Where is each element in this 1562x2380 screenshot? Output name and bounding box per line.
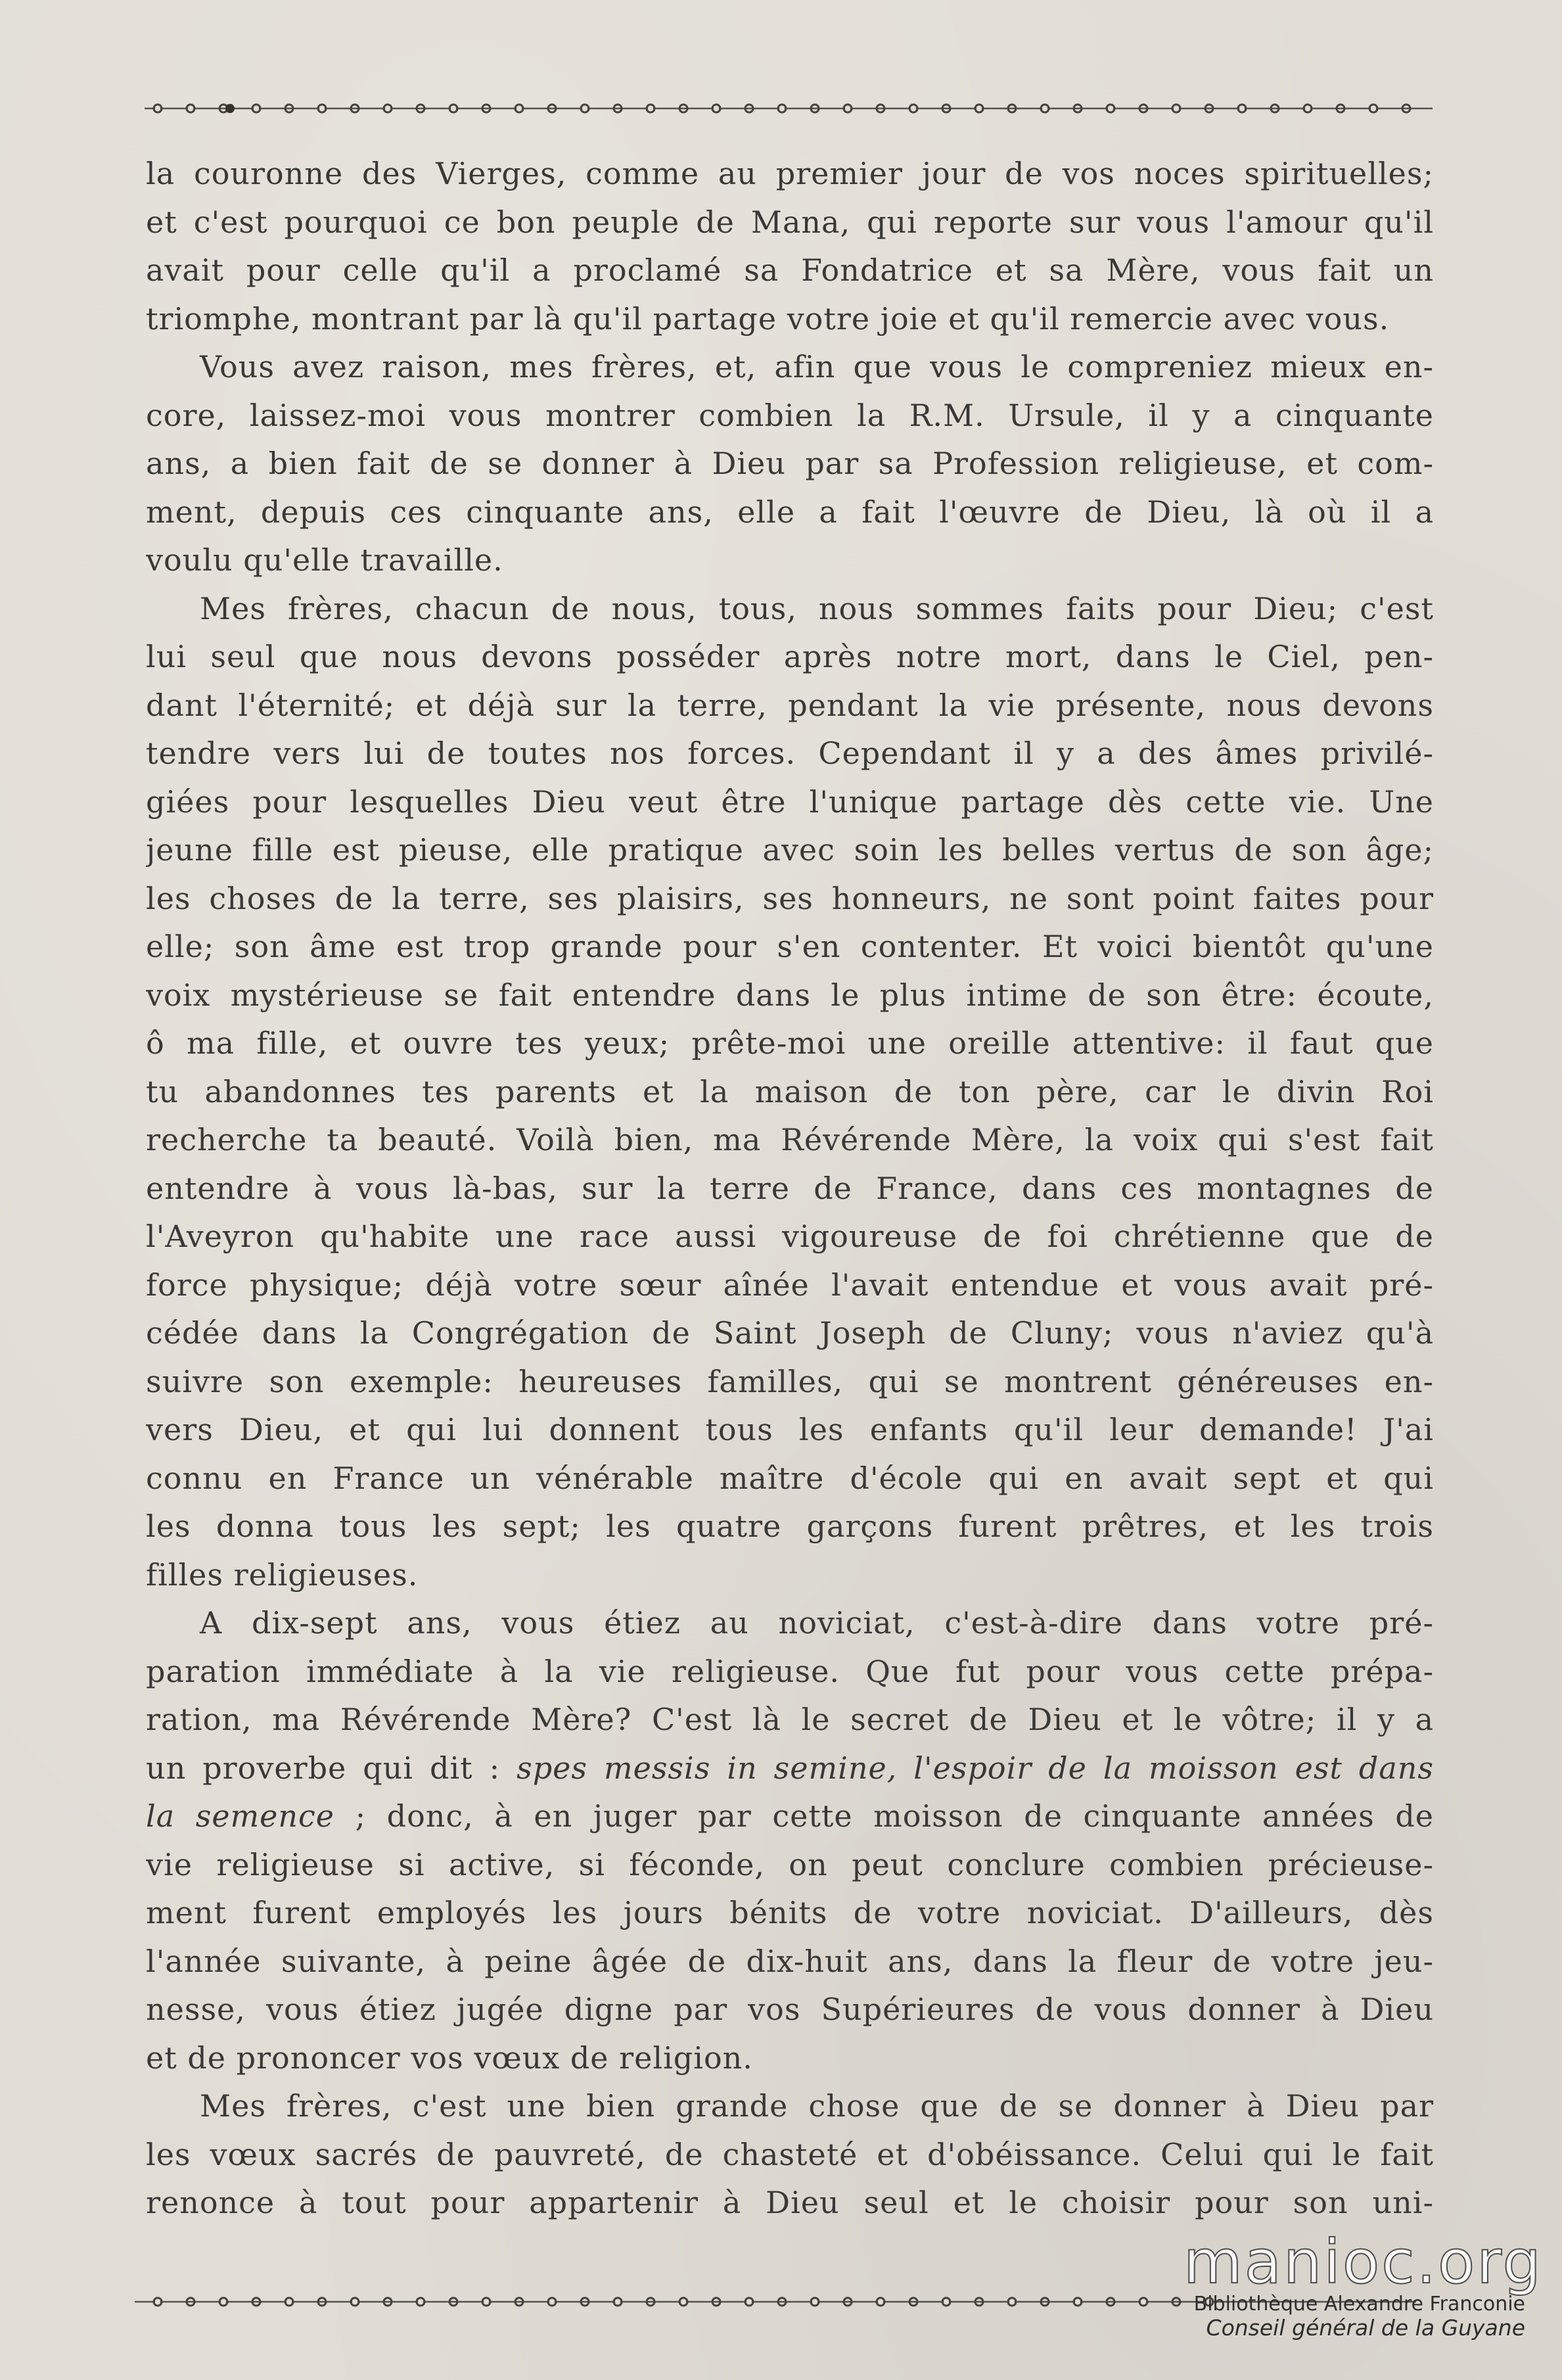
paragraph-first-line: Mes frères, c'est une bien grande chose que de se donner à Dieu par [200,2088,1434,2124]
paragraph-first-line: A dix-sept ans, vous étiez au noviciat, c'est-à-dire dans votre pré- [200,1605,1434,1641]
text-line: jeune fille est pieuse, elle pratique avec soin les belles vertus de son âge; [146,832,1434,868]
text-line: lui seul que nous devons posséder après notre mort, dans le Ciel, pen- [146,639,1434,674]
paragraph-first-line: Mes frères, chacun de nous, tous, nous sommes faits pour Dieu; c'est [200,590,1434,626]
text-line: ans, a bien fait de se donner à Dieu par sa Profession religieuse, et com- [146,446,1434,481]
text-line: voulu qu'elle travaille. [146,542,503,578]
text-line: tu abandonnes tes parents et la maison de ton père, car le divin Roi [146,1073,1434,1109]
text-line: recherche ta beauté. Voilà bien, ma Révérende Mère, la voix qui s'est fait [146,1122,1434,1157]
text-line: tendre vers lui de toutes nos forces. Cependant il y a des âmes privilé- [146,735,1434,771]
text-line: vie religieuse si active, si féconde, on peut conclure combien précieuse- [146,1846,1434,1882]
top-ornament-border [145,99,1433,118]
text-line: avait pour celle qu'il a proclamé sa Fondatrice et sa Mère, vous fait un [146,252,1434,288]
text-line: et de prononcer vos vœux de religion. [146,2040,753,2076]
text-line: cédée dans la Congrégation de Saint Joseph de Cluny; vous n'aviez qu'à [146,1315,1434,1351]
text-line: core, laissez-moi vous montrer combien la R.M. Ursule, il y a cinquante [146,397,1434,433]
library-watermark [1183,2227,1543,2341]
text-line: ration, ma Révérende Mère? C'est là le secret de Dieu et le vôtre; il y a [146,1702,1434,1737]
proverb-end: la semence [146,1798,334,1834]
text-line: force physique; déjà votre sœur aînée l'avait entendue et vous avait pré- [146,1267,1434,1303]
text-line: renonce à tout pour appartenir à Dieu seul et le choisir pour son uni- [146,2185,1434,2220]
paragraph-first-line: Vous avez raison, mes frères, et, afin que vous le compreniez mieux en- [200,349,1434,385]
text-line: l'année suivante, à peine âgée de dix-huit ans, dans la fleur de votre jeu- [146,1943,1434,1979]
text-line: vers Dieu, et qui lui donnent tous les enfants qu'il leur demande! J'ai [146,1412,1434,1447]
text-line: nesse, vous étiez jugée digne par vos Supérieures de vous donner à Dieu [146,1992,1434,2027]
text-line: les choses de la terre, ses plaisirs, ses honneurs, ne sont point faites pour [146,880,1434,916]
text-line: la couronne des Vierges, comme au premier jour de vos noces spirituelles; [146,156,1434,191]
proverb-continuation: ; donc, à en juger par cette moisson de cinquante années de [355,1798,1434,1834]
text-line: paration immédiate à la vie religieuse. Que fut pour vous cette prépa- [146,1653,1434,1689]
latin-proverb: spes messis in semine, l'espoir de la moisson est dans [517,1750,1434,1786]
text-line: connu en France un vénérable maître d'école qui en avait sept et qui [146,1460,1434,1496]
text-line: ment, depuis ces cinquante ans, elle a fait l'œuvre de Dieu, là où il a [146,494,1434,530]
sermon-text [146,150,1434,2228]
text-line: et c'est pourquoi ce bon peuple de Mana, qui reporte sur vous l'amour qu'il [146,204,1434,240]
manioc-logo: manioc.org [1183,2227,1543,2297]
text-line-with-proverb-end [146,1792,1434,1841]
text-line: suivre son exemple: heureuses familles, qui se montrent généreuses en- [146,1363,1434,1399]
text-line: les vœux sacrés de pauvreté, de chasteté et d'obéissance. Celui qui le fait [146,2136,1434,2172]
text-line: filles religieuses. [146,1556,419,1593]
text-line: entendre à vous là-bas, sur la terre de France, dans ces montagnes de [146,1170,1434,1206]
text-line: l'Aveyron qu'habite une race aussi vigoureuse de foi chrétienne que de [146,1219,1434,1254]
text-line: giées pour lesquelles Dieu veut être l'unique partage dès cette vie. Une [146,783,1434,820]
text-line: elle; son âme est trop grande pour s'en contenter. Et voici bientôt qu'une [146,929,1434,964]
text-line: voix mystérieuse se fait entendre dans le plus intime de son être: écoute, [146,977,1434,1013]
text-line: ô ma fille, et ouvre tes yeux; prête-moi une oreille attentive: il faut que [146,1025,1434,1061]
text-line: ment furent employés les jours bénits de votre noviciat. D'ailleurs, dès [146,1895,1434,1930]
text-line-with-latin-proverb [146,1744,1434,1793]
watermark-library-name: Bibliothèque Alexandre Franconie [1193,2293,1525,2316]
text-line: triomphe, montrant par là qu'il partage votre joie et qu'il remercie avec vous. [146,300,1390,337]
text-line: dant l'éternité; et déjà sur la terre, pendant la vie présente, nous devons [146,687,1434,723]
watermark-council-name: Conseil général de la Guyane [1206,2315,1525,2341]
text-line: les donna tous les sept; les quatre garçons furent prêtres, et les trois [146,1508,1434,1544]
proverb-intro: un proverbe qui dit : [146,1750,501,1786]
